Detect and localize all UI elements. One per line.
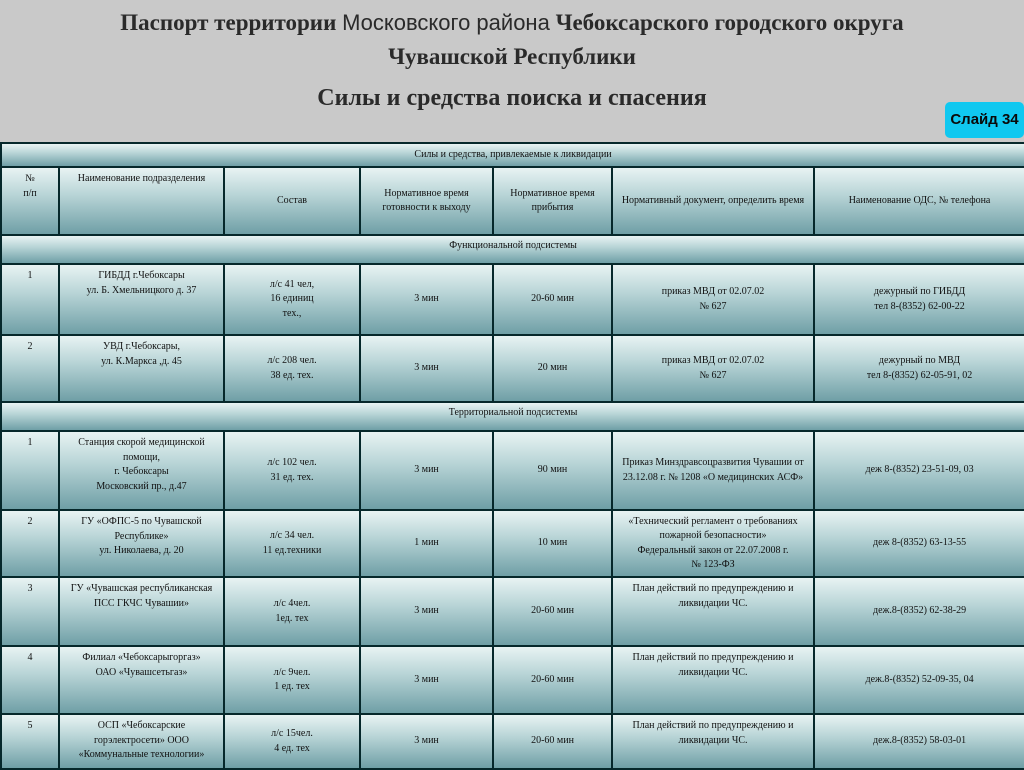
- slide-number-badge[interactable]: Слайд 34: [945, 102, 1024, 138]
- row-doc: План действий по предупреждению и ликвидации ЧС.: [612, 646, 814, 714]
- row-ready: 3 мин: [360, 431, 493, 510]
- row-arrival: 20-60 мин: [493, 646, 612, 714]
- row-doc: Приказ Минздравсоцразвития Чувашии от 23.12.08 г. № 1208 «О медицинских АСФ»: [612, 431, 814, 510]
- row-ready: 1 мин: [360, 510, 493, 577]
- page-subtitle: Силы и средства поиска и спасения: [317, 85, 707, 111]
- row-name: Филиал «Чебоксарыгоргаз» ОАО «Чувашсетьгаз»: [59, 646, 224, 714]
- row-ready: 3 мин: [360, 577, 493, 646]
- row-name: Станция скорой медицинской помощи, г. Чебоксары Московский пр., д.47: [59, 431, 224, 510]
- page-title-line2: Чувашской Республики: [388, 44, 636, 69]
- header-ods: Наименование ОДС, № телефона: [814, 167, 1024, 235]
- row-doc: приказ МВД от 02.07.02 № 627: [612, 335, 814, 402]
- table-row: [1, 431, 1024, 510]
- row-ods: деж.8-(8352) 62-38-29: [814, 577, 1024, 646]
- row-sostav: л/с 4чел. 1ед. тех: [224, 577, 360, 646]
- row-ods: дежурный по ГИБДД тел 8-(8352) 62-00-22: [814, 264, 1024, 335]
- row-arrival: 10 мин: [493, 510, 612, 577]
- resources-table: [0, 142, 1024, 770]
- title-part-c: Чебоксарского городского округа: [555, 10, 904, 35]
- table-row: [1, 510, 1024, 577]
- row-ods: дежурный по МВД тел 8-(8352) 62-05-91, 02: [814, 335, 1024, 402]
- row-num: 2: [1, 510, 59, 577]
- header-ready-time: Нормативное время готовности к выходу: [360, 167, 493, 235]
- table-row: [1, 264, 1024, 335]
- row-num: 3: [1, 577, 59, 646]
- slide-header: [0, 0, 1024, 142]
- row-sostav: л/с 41 чел, 16 единиц тех.,: [224, 264, 360, 335]
- row-num: 1: [1, 431, 59, 510]
- row-name: ГУ «Чувашская республиканская ПСС ГКЧС Чувашии»: [59, 577, 224, 646]
- row-ods: деж 8-(8352) 23-51-09, 03: [814, 431, 1024, 510]
- row-ready: 3 мин: [360, 264, 493, 335]
- header-document: Нормативный документ, определить время: [612, 167, 814, 235]
- row-ready: 3 мин: [360, 646, 493, 714]
- row-ready: 3 мин: [360, 335, 493, 402]
- row-arrival: 20 мин: [493, 335, 612, 402]
- row-arrival: 20-60 мин: [493, 577, 612, 646]
- header-sostav: Состав: [224, 167, 360, 235]
- table-top-header: Силы и средства, привлекаемые к ликвидации: [1, 143, 1024, 167]
- section-functional: Функциональной подсистемы: [1, 235, 1024, 264]
- row-ods: деж.8-(8352) 58-03-01: [814, 714, 1024, 769]
- row-doc: приказ МВД от 02.07.02 № 627: [612, 264, 814, 335]
- table-row: [1, 714, 1024, 769]
- row-sostav: л/с 208 чел. 38 ед. тех.: [224, 335, 360, 402]
- header-name: Наименование подразделения: [59, 167, 224, 235]
- row-arrival: 20-60 мин: [493, 714, 612, 769]
- title-part-a: Паспорт территории: [120, 10, 337, 35]
- title-part-b: Московского района: [342, 10, 550, 35]
- table-row: [1, 577, 1024, 646]
- table-row: [1, 335, 1024, 402]
- row-sostav: л/с 15чел. 4 ед. тех: [224, 714, 360, 769]
- row-ods: деж 8-(8352) 63-13-55: [814, 510, 1024, 577]
- row-doc: План действий по предупреждению и ликвидации ЧС.: [612, 577, 814, 646]
- row-num: 5: [1, 714, 59, 769]
- header-num: № п/п: [1, 167, 59, 235]
- table-row: [1, 646, 1024, 714]
- row-num: 2: [1, 335, 59, 402]
- row-name: ГУ «ОФПС-5 по Чувашской Республике» ул. Николаева, д. 20: [59, 510, 224, 577]
- header-arrival-time: Нормативное время прибытия: [493, 167, 612, 235]
- page-title-line1: [0, 10, 1024, 36]
- section-territorial: Территориальной подсистемы: [1, 402, 1024, 431]
- row-sostav: л/с 9чел. 1 ед. тех: [224, 646, 360, 714]
- row-doc: План действий по предупреждению и ликвидации ЧС.: [612, 714, 814, 769]
- row-num: 1: [1, 264, 59, 335]
- row-name: УВД г.Чебоксары, ул. К.Маркса ,д. 45: [59, 335, 224, 402]
- row-ready: 3 мин: [360, 714, 493, 769]
- row-name: ГИБДД г.Чебоксары ул. Б. Хмельницкого д. 37: [59, 264, 224, 335]
- row-ods: деж.8-(8352) 52-09-35, 04: [814, 646, 1024, 714]
- row-name: ОСП «Чебоксарские горэлектросети» ООО «Коммунальные технологии»: [59, 714, 224, 769]
- row-sostav: л/с 34 чел. 11 ед.техники: [224, 510, 360, 577]
- row-doc: «Технический регламент о требованиях пожарной безопасности» Федеральный закон от 22.07.2008 г. № 123-ФЗ: [612, 510, 814, 577]
- row-num: 4: [1, 646, 59, 714]
- row-arrival: 20-60 мин: [493, 264, 612, 335]
- row-sostav: л/с 102 чел. 31 ед. тех.: [224, 431, 360, 510]
- row-arrival: 90 мин: [493, 431, 612, 510]
